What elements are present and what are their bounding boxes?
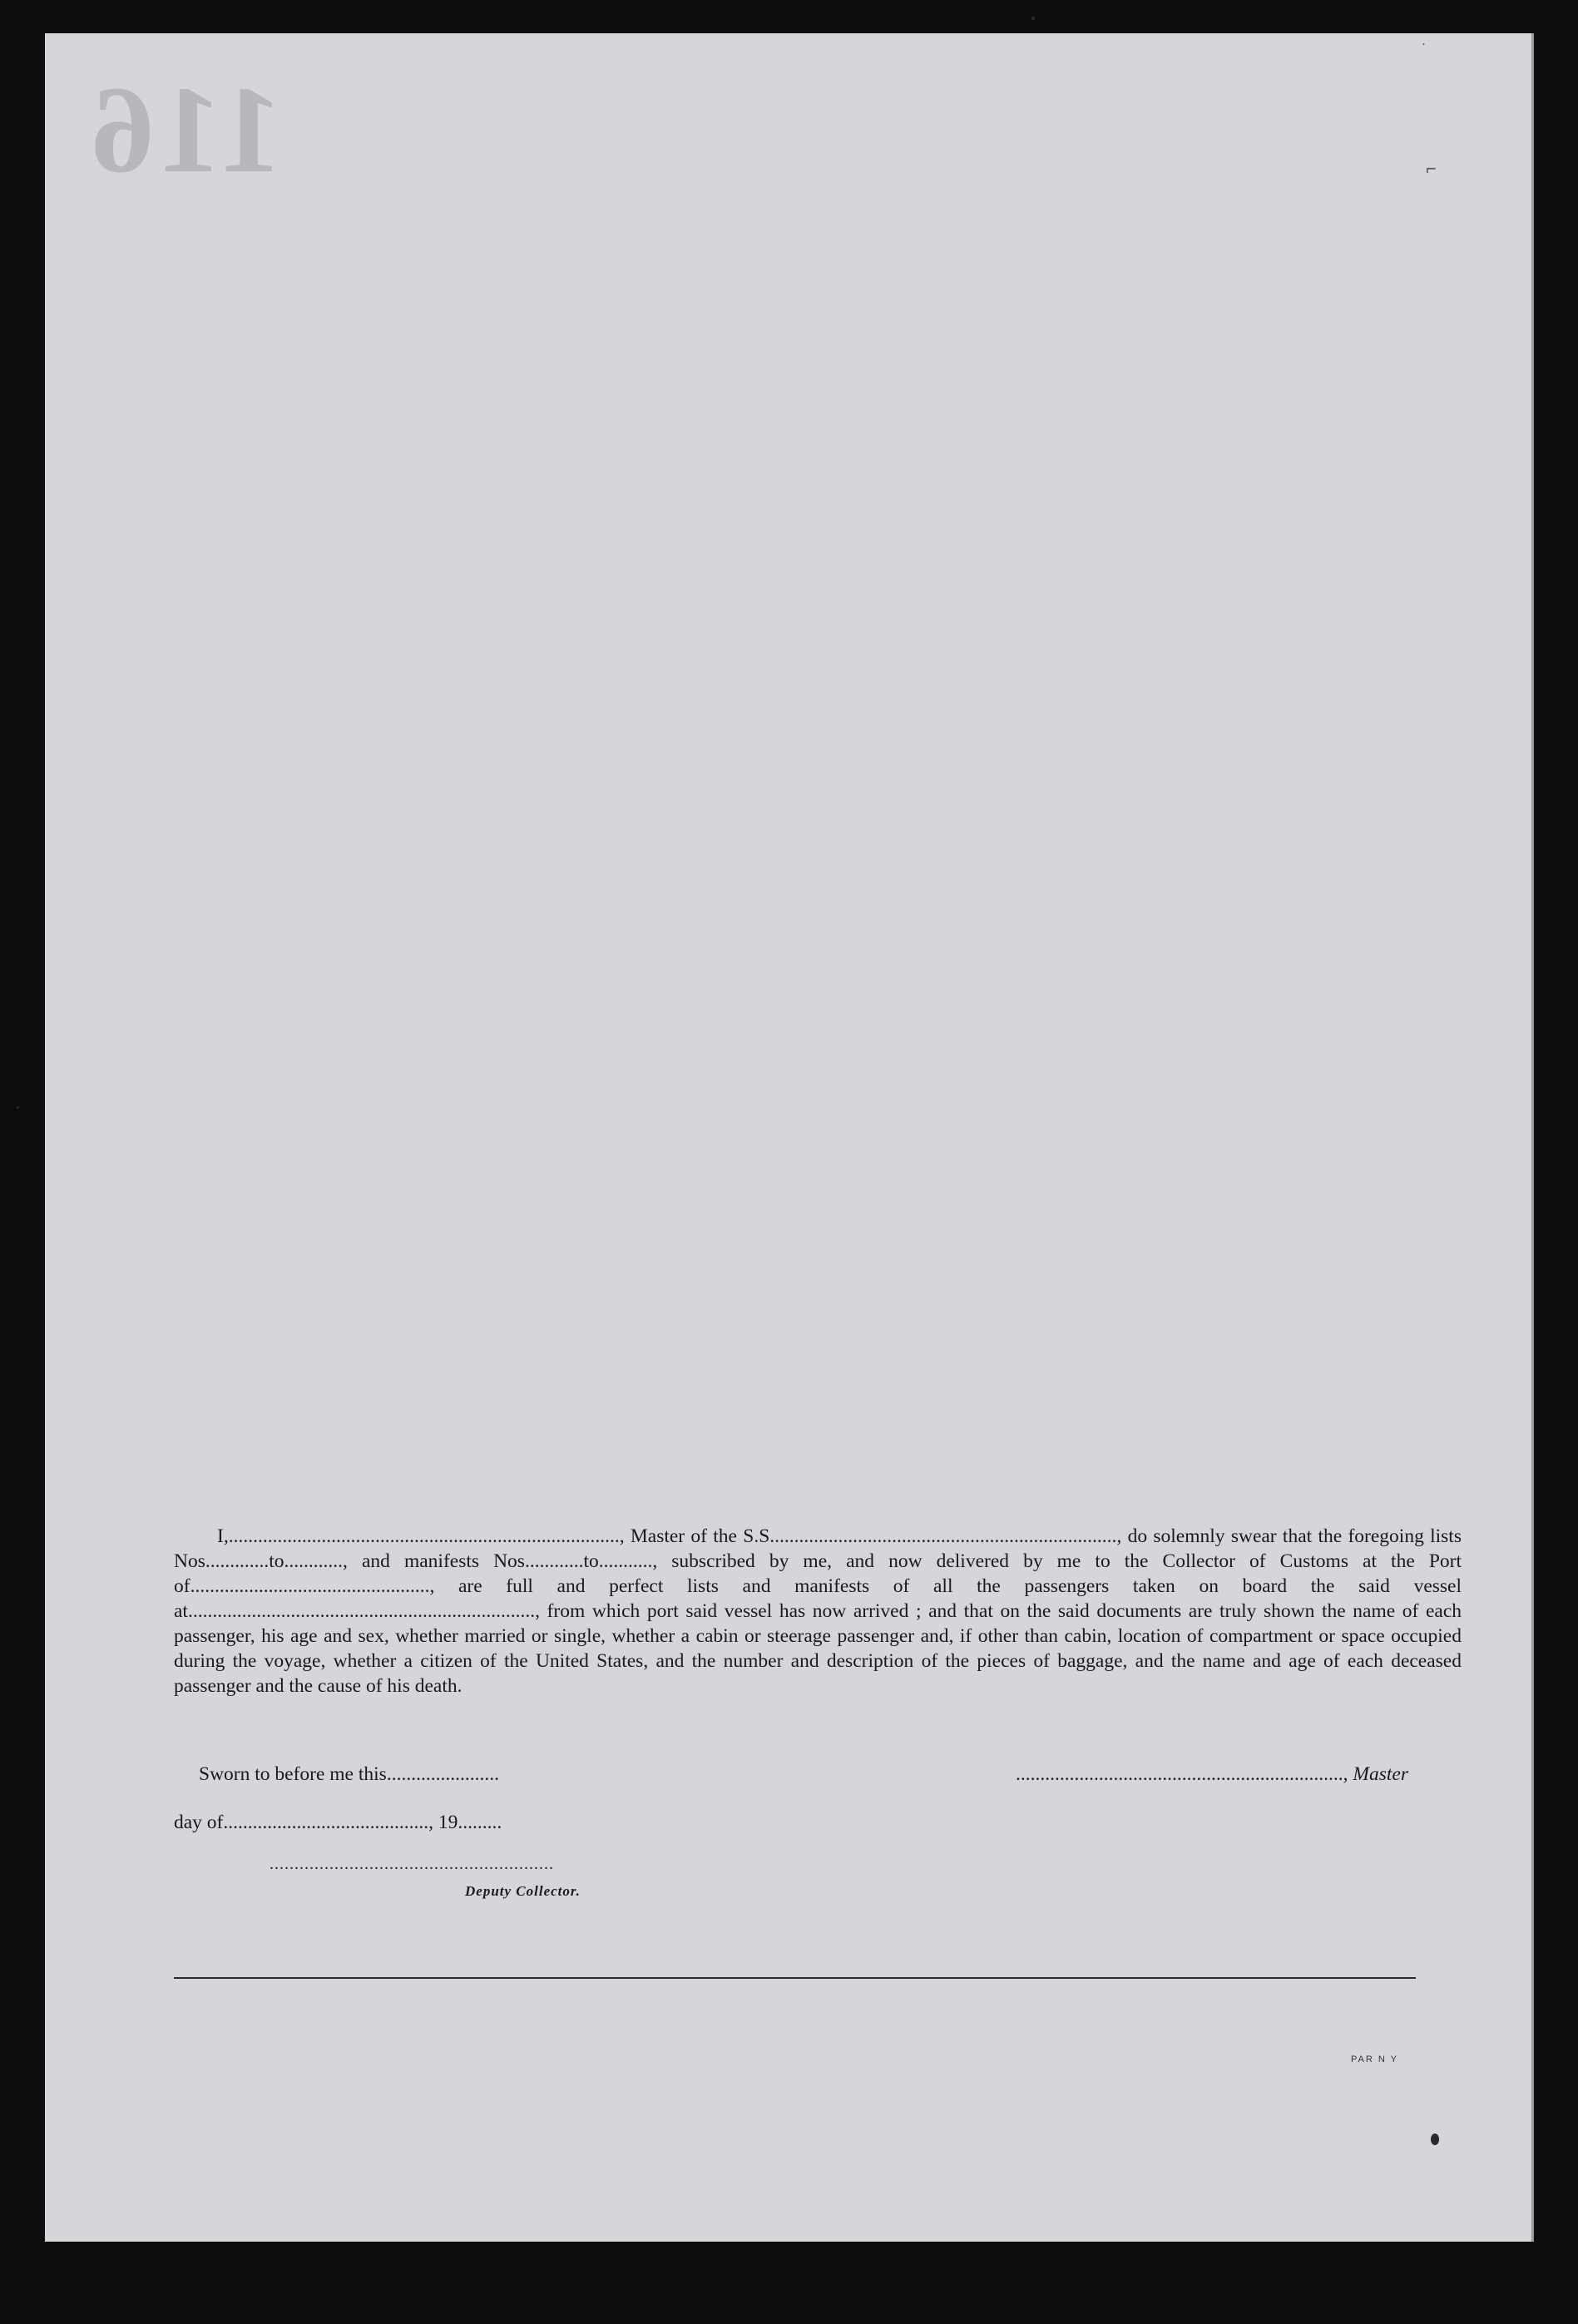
sworn-line: Sworn to before me this.......................	[199, 1763, 499, 1785]
speck	[17, 1106, 19, 1109]
speck	[1031, 17, 1035, 20]
master-signature-dots: ...................................................................,	[1016, 1763, 1348, 1785]
day-of-line: day of.........................................., 19.........	[174, 1812, 502, 1833]
document-sheet	[45, 33, 1534, 2242]
sheet-number-stamp: 116	[87, 61, 282, 199]
margin-tick: ˙	[1422, 42, 1427, 60]
master-signature-line	[1016, 1763, 1408, 1786]
oath-paragraph: I,................................................................................, Master of the S.S......................................................................., do solemnly swear that the foregoing lists Nos.............to............, and manifests Nos............to..........., subscribed by me, and now delivered by me to the Collector of Customs at the Port of................................................., are full and perfect lists and manifests of all the passengers taken on board the said vessel at......................................................................., from which port said vessel has now arrived ; and that on the said documents are truly shown the name of each passenger, his age and sex, whether married or single, whether a cabin or steerage passenger and, if other than cabin, location of compartment or space occupied during the voyage, whether a citizen of the United States, and the number and description of the pieces of baggage, and the name and age of each deceased passenger and the cause of his death.	[174, 1525, 1462, 1697]
margin-tick: ⌐	[1426, 158, 1437, 179]
printer-mark: PAR N Y	[1351, 2055, 1398, 2064]
horizontal-rule	[174, 1977, 1416, 1979]
deputy-signature-dots: .........................................................	[270, 1855, 554, 1873]
speck	[1431, 2134, 1439, 2145]
deputy-collector-label: Deputy Collector.	[465, 1883, 581, 1899]
master-label: Master	[1353, 1763, 1408, 1785]
